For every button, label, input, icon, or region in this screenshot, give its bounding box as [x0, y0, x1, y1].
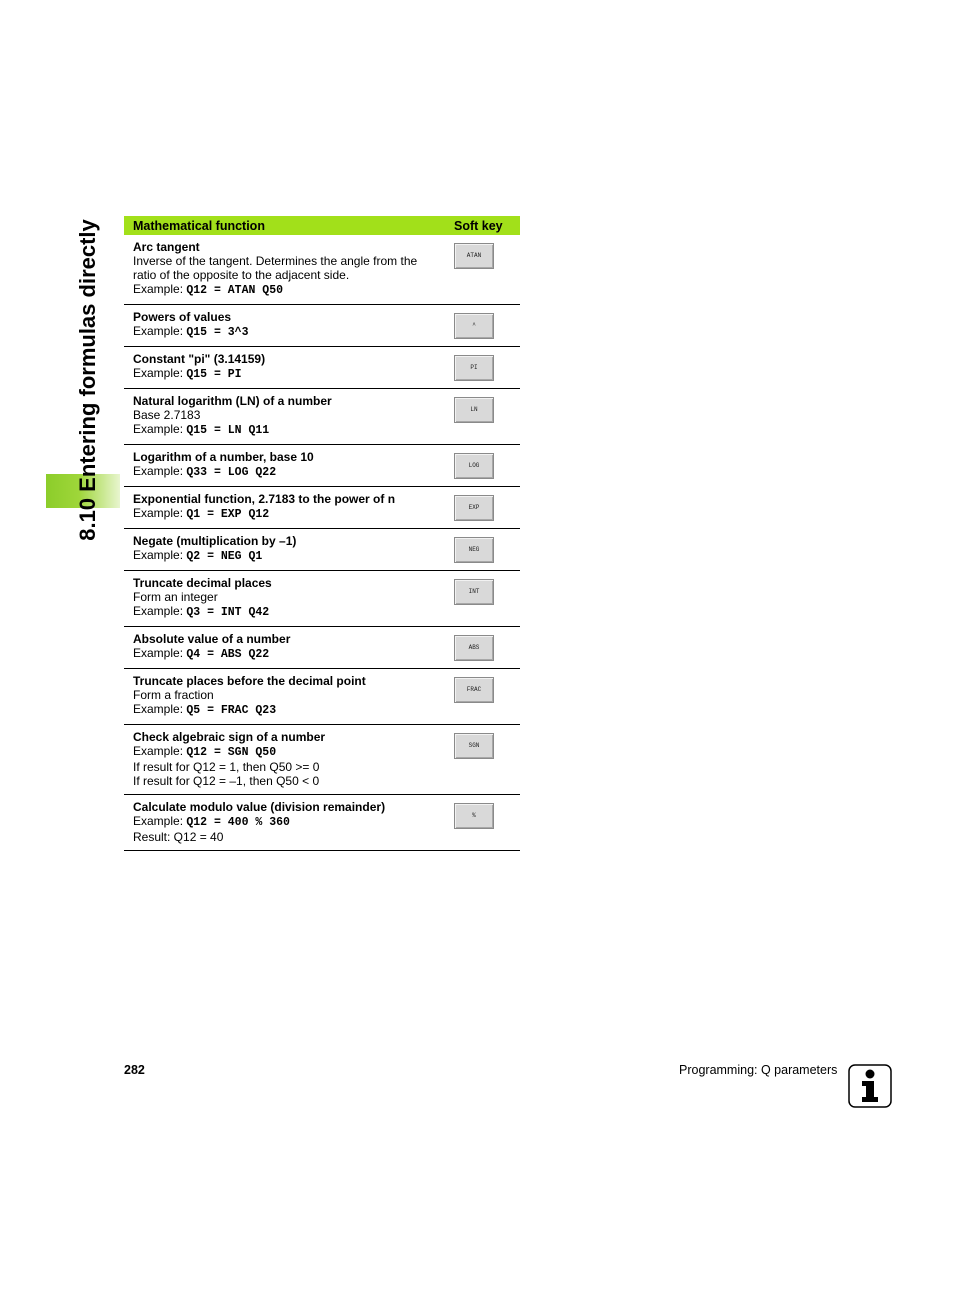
function-title: Constant "pi" (3.14159): [133, 352, 266, 366]
soft-key-button[interactable]: EXP: [454, 495, 494, 521]
soft-key-button[interactable]: LOG: [454, 453, 494, 479]
function-title: Powers of values: [133, 310, 232, 324]
function-title: Truncate places before the decimal point: [133, 674, 366, 688]
example-label: Example:: [133, 744, 184, 758]
soft-key-cell: [454, 389, 520, 445]
table-row: [124, 725, 520, 795]
function-note: If result for Q12 = –1, then Q50 < 0: [133, 774, 320, 788]
example-label: Example:: [133, 422, 184, 436]
example-code: Q33 = LOG Q22: [186, 466, 277, 479]
soft-key-cell: [454, 347, 520, 389]
function-title: Logarithm of a number, base 10: [133, 450, 314, 464]
example-label: Example:: [133, 548, 184, 562]
table-row: [124, 305, 520, 347]
function-example: [133, 702, 450, 718]
function-detail: Form a fraction: [133, 688, 214, 702]
example-code: Q2 = NEG Q1: [186, 550, 263, 563]
function-note: Result: Q12 = 40: [133, 830, 224, 844]
soft-key-button[interactable]: NEG: [454, 537, 494, 563]
table-row: [124, 445, 520, 487]
function-detail: Inverse of the tangent. Determines the angle from the: [133, 254, 418, 268]
soft-key-cell: [454, 529, 520, 571]
function-example: [133, 464, 450, 480]
page-number: 282: [124, 1063, 145, 1077]
soft-key-button[interactable]: INT: [454, 579, 494, 605]
example-code: Q4 = ABS Q22: [186, 648, 270, 661]
function-example: [133, 646, 450, 662]
table-row: [124, 529, 520, 571]
function-note: If result for Q12 = 1, then Q50 >= 0: [133, 760, 320, 774]
function-description: [124, 571, 454, 627]
function-description: [124, 305, 454, 347]
footer-text: Programming: Q parameters: [679, 1063, 838, 1077]
function-example: [133, 744, 450, 760]
table-row: [124, 235, 520, 305]
example-code: Q3 = INT Q42: [186, 606, 270, 619]
function-example: [133, 604, 450, 620]
function-detail: ratio of the opposite to the adjacent side.: [133, 268, 350, 282]
function-description: [124, 795, 454, 851]
header-soft-key: Soft key: [454, 216, 520, 235]
table-header-row: [124, 216, 520, 235]
example-code: Q15 = LN Q11: [186, 424, 270, 437]
math-function-table: [124, 216, 520, 851]
function-description: [124, 235, 454, 305]
soft-key-cell: [454, 571, 520, 627]
info-icon: [848, 1064, 892, 1108]
function-title: Negate (multiplication by –1): [133, 534, 297, 548]
example-label: Example:: [133, 604, 184, 618]
function-example: [133, 506, 450, 522]
function-description: [124, 669, 454, 725]
example-label: Example:: [133, 646, 184, 660]
example-code: Q1 = EXP Q12: [186, 508, 270, 521]
function-title: Check algebraic sign of a number: [133, 730, 326, 744]
function-description: [124, 389, 454, 445]
table-row: [124, 669, 520, 725]
table-row: [124, 571, 520, 627]
example-code: Q5 = FRAC Q23: [186, 704, 277, 717]
header-function: Mathematical function: [124, 216, 454, 235]
function-title: Exponential function, 2.7183 to the power of n: [133, 492, 396, 506]
function-example: [133, 282, 450, 298]
soft-key-cell: [454, 669, 520, 725]
example-label: Example:: [133, 282, 184, 296]
soft-key-cell: [454, 445, 520, 487]
function-description: [124, 487, 454, 529]
example-code: Q12 = 400 % 360: [186, 816, 290, 829]
table-row: [124, 627, 520, 669]
example-label: Example:: [133, 464, 184, 478]
soft-key-button[interactable]: PI: [454, 355, 494, 381]
example-label: Example:: [133, 506, 184, 520]
function-example: [133, 422, 450, 438]
function-description: [124, 627, 454, 669]
function-title: Natural logarithm (LN) of a number: [133, 394, 332, 408]
soft-key-button[interactable]: ATAN: [454, 243, 494, 269]
function-title: Absolute value of a number: [133, 632, 291, 646]
function-detail: Form an integer: [133, 590, 218, 604]
function-description: [124, 529, 454, 571]
function-title: Truncate decimal places: [133, 576, 272, 590]
function-example: [133, 548, 450, 564]
example-code: Q15 = PI: [186, 368, 242, 381]
function-example: [133, 814, 450, 830]
chapter-title: 8.10 Entering formulas directly: [75, 219, 100, 541]
example-code: Q15 = 3^3: [186, 326, 249, 339]
example-label: Example:: [133, 702, 184, 716]
example-label: Example:: [133, 814, 184, 828]
example-label: Example:: [133, 366, 184, 380]
table-row: [124, 795, 520, 851]
soft-key-cell: [454, 305, 520, 347]
table-row: [124, 347, 520, 389]
soft-key-cell: [454, 725, 520, 795]
function-example: [133, 324, 450, 340]
soft-key-cell: [454, 235, 520, 305]
soft-key-button[interactable]: ABS: [454, 635, 494, 661]
soft-key-button[interactable]: %: [454, 803, 494, 829]
soft-key-button[interactable]: LN: [454, 397, 494, 423]
function-title: Arc tangent: [133, 240, 200, 254]
soft-key-cell: [454, 627, 520, 669]
table-row: [124, 389, 520, 445]
soft-key-cell: [454, 795, 520, 851]
function-description: [124, 445, 454, 487]
soft-key-button[interactable]: ^: [454, 313, 494, 339]
example-label: Example:: [133, 324, 184, 338]
table-row: [124, 487, 520, 529]
soft-key-cell: [454, 487, 520, 529]
function-detail: Base 2.7183: [133, 408, 201, 422]
example-code: Q12 = SGN Q50: [186, 746, 277, 759]
function-example: [133, 366, 450, 382]
table-body: [124, 235, 520, 851]
function-description: [124, 725, 454, 795]
soft-key-button[interactable]: SGN: [454, 733, 494, 759]
function-description: [124, 347, 454, 389]
function-title: Calculate modulo value (division remainder): [133, 800, 386, 814]
example-code: Q12 = ATAN Q50: [186, 284, 283, 297]
soft-key-button[interactable]: FRAC: [454, 677, 494, 703]
